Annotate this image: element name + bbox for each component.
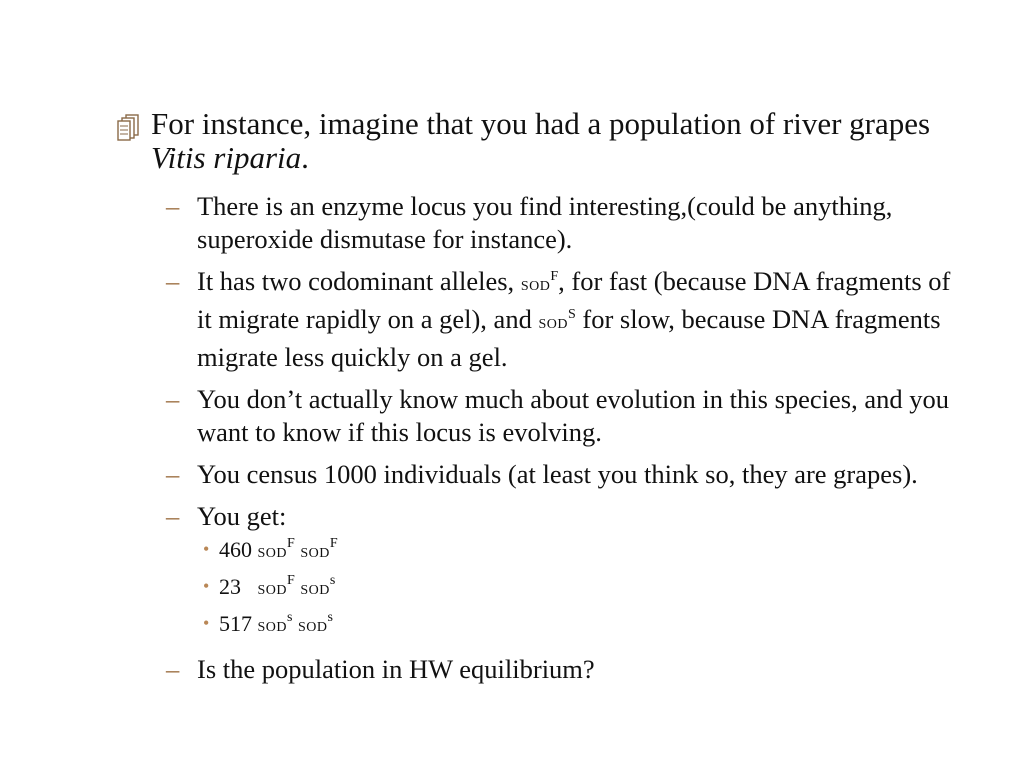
sub-bullet-text: Is the population in HW equilibrium? [197,654,595,684]
dash-marker: – [166,459,180,489]
genotype-count-item [203,607,966,644]
genotype-count-item [203,570,966,607]
sub-bullet-alleles [166,265,966,374]
allele-slow-superscript: S [567,307,576,322]
count-number: 460 [219,537,258,562]
allele-name: SOD [520,279,551,294]
document-stack-icon [116,113,142,141]
allele-fast-superscript: F [550,269,559,284]
dash-marker: – [166,654,180,684]
main-text: For instance, imagine that you had a population of river grapes [151,106,931,141]
dash-marker: – [166,266,180,296]
count-number: 517 [219,611,258,636]
main-end: . [301,140,309,175]
sub-bullet-text: You get: [197,501,287,531]
species-name: Vitis riparia [151,140,302,175]
allele-name: SOD [257,583,288,598]
allele-name: SOD [300,583,330,598]
alleles-text-3: for slow, because DNA fragments migrate less quickly on a gel. [197,304,941,372]
sub-bullet-evolution [166,383,966,449]
main-bullet [116,107,966,175]
sub-bullet-question [166,653,966,686]
alleles-text-1: It has two codominant alleles, [197,266,521,296]
dash-marker: – [166,384,180,414]
allele-name: SOD [297,620,328,635]
allele-superscript: F [287,536,295,551]
dot-marker: • [203,613,210,633]
genotype-count-item [203,533,966,570]
allele-name: SOD [257,546,288,561]
sub-bullet-list [166,190,966,695]
allele-name: SOD [538,317,568,332]
allele-superscript: s [287,610,293,625]
genotype-count-list [166,533,966,644]
dot-marker: • [203,539,210,559]
sub-bullet-text: There is an enzyme locus you find interesting,(could be anything, superoxide dismutase for instance). [197,191,893,254]
allele-superscript: s [327,610,333,625]
sub-bullet-text: You census 1000 individuals (at least you think so, they are grapes). [197,459,918,489]
allele-superscript: F [287,573,295,588]
sub-bullet-text: You don’t actually know much about evolution in this species, and you want to know if this locus is evolving. [197,384,949,447]
dot-marker: • [203,576,210,596]
sub-bullet-text [197,265,966,374]
allele-superscript: F [329,536,338,551]
sub-bullet-census [166,458,966,491]
dash-marker: – [166,191,180,221]
allele-name: SOD [300,546,330,561]
sub-bullet-enzyme [166,190,966,256]
alleles-text-2: , for fast (because DNA fragments of it migrate rapidly on a gel), and [197,266,951,334]
allele-name: SOD [257,620,288,635]
main-bullet-text [151,107,966,175]
count-number: 23 [219,574,258,599]
dash-marker: – [166,501,180,531]
sub-bullet-you-get [166,500,966,533]
allele-superscript: s [329,573,336,588]
